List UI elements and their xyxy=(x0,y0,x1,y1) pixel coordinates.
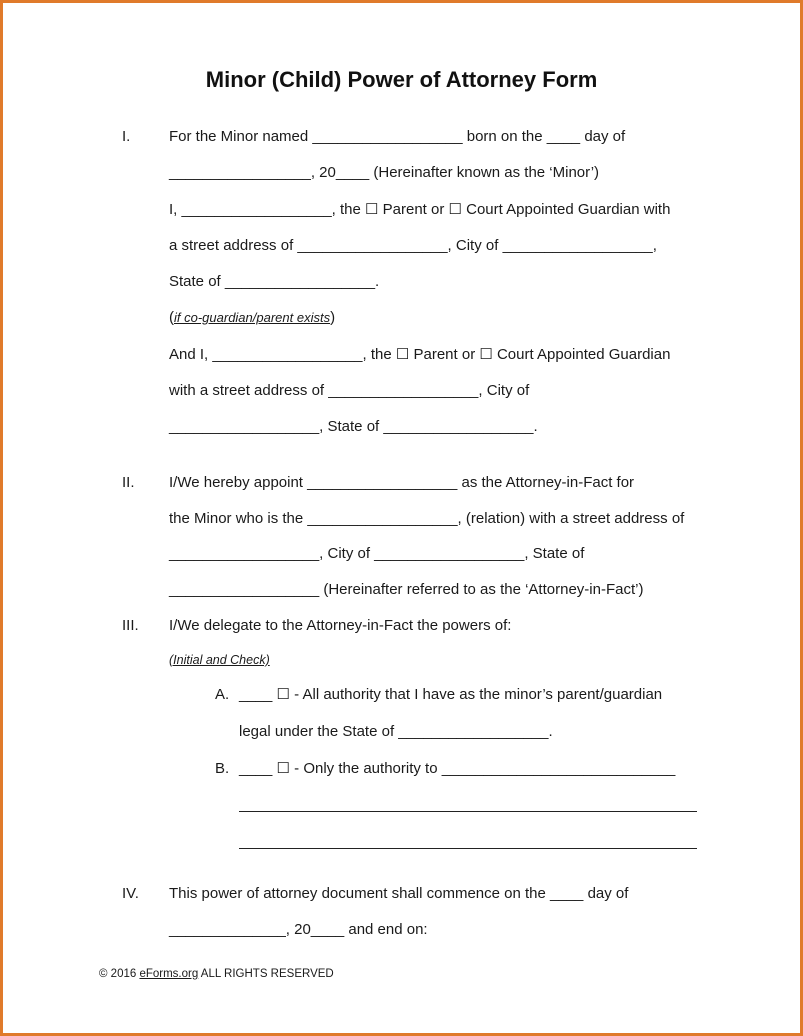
section-number-4: IV. xyxy=(122,885,139,902)
initial-and-check-note: (Initial and Check) xyxy=(169,653,270,667)
option-b-label: B. xyxy=(215,760,230,777)
eforms-link[interactable]: eForms.org xyxy=(139,968,199,980)
section-2-line-4: __________________ (Hereinafter referred to as the ‘Attorney-in-Fact’) xyxy=(169,581,644,598)
section-1-line-9: __________________, State of __________________. xyxy=(169,418,538,435)
section-1-line-4: a street address of __________________, City of __________________, xyxy=(169,237,657,254)
section-2-line-1: I/We hereby appoint __________________ as the Attorney-in-Fact for xyxy=(169,474,635,491)
option-b-blank-line-2 xyxy=(239,848,697,849)
section-2-line-2: the Minor who is the __________________, (relation) with a street address of xyxy=(169,510,685,527)
option-b-line-1: ____ ☐ - Only the authority to ____________________________ xyxy=(239,760,676,777)
copyright-footer xyxy=(99,968,334,980)
option-a-line-2: legal under the State of __________________. xyxy=(239,723,553,740)
section-3-line-1: I/We delegate to the Attorney-in-Fact the powers of: xyxy=(169,617,512,634)
section-2-line-3: __________________, City of __________________, State of xyxy=(169,545,585,562)
section-1-line-2: _________________, 20____ (Hereinafter known as the ‘Minor’) xyxy=(169,164,600,181)
option-a-line-1: ____ ☐ - All authority that I have as the minor’s parent/guardian xyxy=(239,686,663,703)
co-guardian-note-text: if co-guardian/parent exists xyxy=(174,310,331,325)
section-1-line-3: I, __________________, the ☐ Parent or ☐ Court Appointed Guardian with xyxy=(169,201,671,218)
footer-suffix: ALL RIGHTS RESERVED xyxy=(198,968,334,980)
option-b-blank-line-1 xyxy=(239,811,697,812)
section-4-line-2: ______________, 20____ and end on: xyxy=(169,921,428,938)
section-number-2: II. xyxy=(122,474,135,491)
section-4-line-1: This power of attorney document shall commence on the ____ day of xyxy=(169,885,629,902)
footer-prefix: © 2016 xyxy=(99,968,140,980)
section-number-3: III. xyxy=(122,617,139,634)
document-title: Minor (Child) Power of Attorney Form xyxy=(205,67,598,92)
section-1-line-8: with a street address of __________________, City of xyxy=(169,382,530,399)
option-a-label: A. xyxy=(215,686,230,703)
co-guardian-note: (if co-guardian/parent exists) xyxy=(169,309,336,326)
section-1-line-1: For the Minor named __________________ born on the ____ day of xyxy=(169,128,626,145)
section-1-line-5: State of __________________. xyxy=(169,273,380,290)
section-number-1: I. xyxy=(122,128,131,145)
section-1-line-7: And I, __________________, the ☐ Parent or ☐ Court Appointed Guardian xyxy=(169,346,671,363)
